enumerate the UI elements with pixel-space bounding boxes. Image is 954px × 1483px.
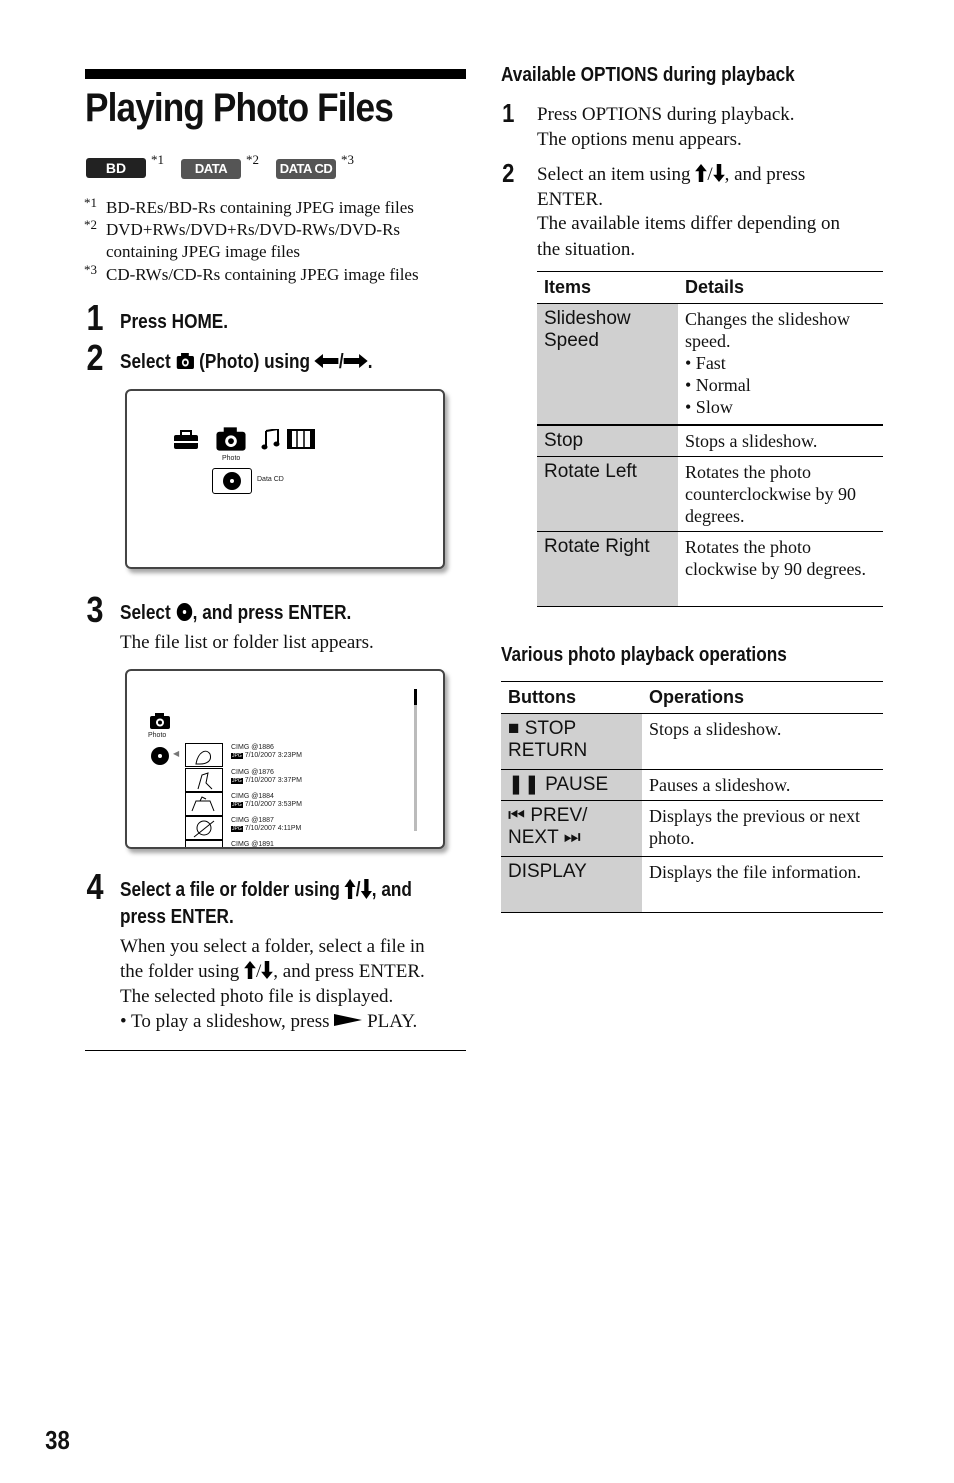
step-body: • To play a slideshow, press PLAY. xyxy=(120,1011,418,1032)
page-number: 38 xyxy=(45,1425,70,1455)
step-body: The file list or folder list appears. xyxy=(120,632,374,653)
operations-table xyxy=(501,681,883,913)
various-heading: Various photo playback operations xyxy=(501,644,787,666)
step-body: ENTER. xyxy=(537,189,603,210)
badge-mark: *3 xyxy=(341,152,354,167)
camera-icon xyxy=(175,352,194,370)
step-number: 1 xyxy=(86,297,104,338)
disc-icon xyxy=(222,471,242,491)
step-number: 1 xyxy=(502,98,515,128)
arrow-up-icon xyxy=(695,164,707,182)
step-heading: Select (Photo) using / . xyxy=(120,351,373,373)
table-row: DISPLAY Displays the file information. xyxy=(501,857,883,913)
badge-mark: *1 xyxy=(151,152,164,167)
arrow-down-icon xyxy=(713,164,725,182)
column-header: Operations xyxy=(642,682,883,714)
table-row: ❚❚ PAUSE Pauses a slideshow. xyxy=(501,770,883,801)
scrollbar[interactable] xyxy=(414,689,417,831)
arrow-up-icon xyxy=(244,961,256,979)
column-header: Buttons xyxy=(501,682,642,714)
photo-label: Photo xyxy=(148,732,167,739)
step-body: the folder using / , and press ENTER. xyxy=(120,961,425,982)
footnote: *1 BD-REs/BD-Rs containing JPEG image files xyxy=(84,195,414,217)
data-cd-badge: DATA CD xyxy=(276,159,336,179)
step-body: The options menu appears. xyxy=(537,129,742,150)
step-heading: Select , and press ENTER. xyxy=(120,602,352,624)
file-row[interactable]: CIMG @1884 JPG 7/10/2007 3:53PM xyxy=(185,792,405,816)
step-body: When you select a folder, select a file in xyxy=(120,936,425,957)
table-row: Slideshow Speed Changes the slideshow speed. • Fast • Normal • Slow xyxy=(537,304,883,425)
thumbnail xyxy=(185,792,223,816)
options-table xyxy=(537,271,883,607)
footnote: *2 DVD+RWs/DVD+Rs/DVD-RWs/DVD-Rs containing JPEG image files xyxy=(84,217,401,261)
arrow-down-icon xyxy=(261,961,273,979)
options-heading: Available OPTIONS during playback xyxy=(501,64,795,86)
step-body: the situation. xyxy=(537,239,636,260)
step-number: 2 xyxy=(86,337,104,378)
thumbnail xyxy=(185,816,223,840)
expand-arrow-icon: ◀ xyxy=(173,749,180,758)
section-rule xyxy=(85,1050,466,1051)
arrow-down-icon xyxy=(361,879,372,899)
toolbox-icon xyxy=(173,430,199,450)
thumbnail xyxy=(185,768,223,792)
camera-icon xyxy=(215,425,247,453)
disc-icon xyxy=(150,746,170,766)
step-heading: Press HOME. xyxy=(120,311,229,333)
table-row: ⏮ PREV/ NEXT ⏭ Displays the previous or next photo. xyxy=(501,801,883,857)
step-heading: Select a file or folder using / , and xyxy=(120,879,412,901)
camera-icon xyxy=(149,712,171,730)
step-heading: press ENTER. xyxy=(120,906,234,928)
photo-label: Photo xyxy=(222,455,241,462)
home-menu-screen xyxy=(125,389,445,569)
footnote: *3 CD-RWs/CD-Rs containing JPEG image files xyxy=(84,262,419,284)
column-header: Details xyxy=(678,272,883,304)
step-number: 3 xyxy=(86,589,104,630)
table-row: Stop Stops a slideshow. xyxy=(537,426,883,457)
page-title: Playing Photo Files xyxy=(85,86,393,130)
bd-badge: BD xyxy=(86,158,146,178)
table-row: ■ STOP RETURN Stops a slideshow. xyxy=(501,714,883,770)
arrow-up-icon xyxy=(345,879,356,899)
file-list-screen xyxy=(125,669,445,849)
thumbnail xyxy=(185,743,223,767)
data-cd-item[interactable] xyxy=(212,468,252,494)
column-header: Items xyxy=(537,272,678,304)
step-body: The available items differ depending on xyxy=(537,213,841,234)
play-icon xyxy=(334,1013,362,1027)
arrow-left-icon xyxy=(315,354,339,368)
step-number: 2 xyxy=(502,158,515,188)
table-row: Rotate Left Rotates the photo counterclockwise by 90 degrees. xyxy=(537,457,883,532)
file-row[interactable]: CIMG @1876 JPG 7/10/2007 3:37PM xyxy=(185,768,405,792)
step-body: Press OPTIONS during playback. xyxy=(537,104,795,125)
badge-mark: *2 xyxy=(246,152,259,167)
data-dvd-badge: DATA DVD xyxy=(181,159,241,179)
data-cd-label: Data CD xyxy=(257,476,284,483)
file-row[interactable]: CIMG @1891 xyxy=(185,840,405,849)
step-body: The selected photo file is displayed. xyxy=(120,986,394,1007)
arrow-right-icon xyxy=(344,354,368,368)
disc-icon xyxy=(175,602,192,622)
file-row[interactable]: CIMG @1887 JPG 7/10/2007 4:11PM xyxy=(185,816,405,840)
step-body: Select an item using / , and press xyxy=(537,164,806,185)
step-number: 4 xyxy=(86,866,104,907)
file-row[interactable]: CIMG @1886 JPG 7/10/2007 3:23PM xyxy=(185,743,405,767)
scrollbar-thumb[interactable] xyxy=(414,689,417,705)
video-icon xyxy=(287,429,315,449)
table-row: Rotate Right Rotates the photo clockwise by 90 degrees. xyxy=(537,532,883,607)
title-rule xyxy=(85,69,466,79)
thumbnail xyxy=(185,840,223,849)
music-icon xyxy=(261,429,281,451)
